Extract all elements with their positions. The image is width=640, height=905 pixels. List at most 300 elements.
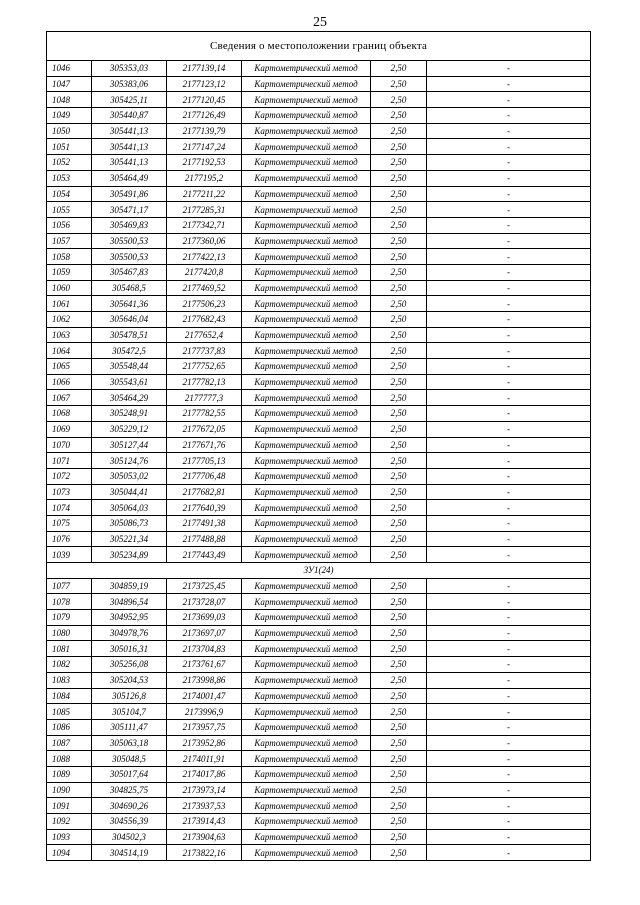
extra-cell: - <box>427 751 591 767</box>
extra-cell: - <box>427 814 591 830</box>
method-cell: Картометрический метод <box>242 547 371 563</box>
extra-cell: - <box>427 578 591 594</box>
method-cell: Картометрический метод <box>242 155 371 171</box>
extra-cell: - <box>427 500 591 516</box>
method-cell: Картометрический метод <box>242 186 371 202</box>
table-row <box>47 296 591 312</box>
coord-x-cell: 304896,54 <box>92 594 167 610</box>
coord-y-cell: 2173699,03 <box>167 610 242 626</box>
extra-cell: - <box>427 594 591 610</box>
extra-cell: - <box>427 233 591 249</box>
coord-x-cell: 305016,31 <box>92 641 167 657</box>
accuracy-cell: 2,50 <box>371 374 427 390</box>
method-cell: Картометрический метод <box>242 814 371 830</box>
extra-cell: - <box>427 688 591 704</box>
coord-x-cell: 305478,51 <box>92 327 167 343</box>
table-row <box>47 672 591 688</box>
coord-y-cell: 2177147,24 <box>167 139 242 155</box>
method-cell: Картометрический метод <box>242 327 371 343</box>
coord-x-cell: 304690,26 <box>92 798 167 814</box>
extra-cell: - <box>427 390 591 406</box>
table-row <box>47 625 591 641</box>
table-row <box>47 468 591 484</box>
point-number-cell: 1048 <box>47 92 92 108</box>
accuracy-cell: 2,50 <box>371 327 427 343</box>
extra-cell: - <box>427 76 591 92</box>
method-cell: Картометрический метод <box>242 421 371 437</box>
coord-x-cell: 305204,53 <box>92 672 167 688</box>
accuracy-cell: 2,50 <box>371 845 427 861</box>
coord-y-cell: 2177126,49 <box>167 108 242 124</box>
extra-cell: - <box>427 657 591 673</box>
table-row <box>47 719 591 735</box>
point-number-cell: 1060 <box>47 280 92 296</box>
coord-y-cell: 2177672,05 <box>167 421 242 437</box>
boundary-coordinates-table <box>46 31 591 861</box>
extra-cell: - <box>427 437 591 453</box>
point-number-cell: 1046 <box>47 61 92 77</box>
table-row <box>47 500 591 516</box>
method-cell: Картометрический метод <box>242 374 371 390</box>
point-number-cell: 1085 <box>47 704 92 720</box>
method-cell: Картометрический метод <box>242 468 371 484</box>
table-row <box>47 327 591 343</box>
extra-cell: - <box>427 327 591 343</box>
extra-cell: - <box>427 766 591 782</box>
coord-y-cell: 2174011,91 <box>167 751 242 767</box>
coord-y-cell: 2177706,48 <box>167 468 242 484</box>
accuracy-cell: 2,50 <box>371 249 427 265</box>
coord-y-cell: 2173822,16 <box>167 845 242 861</box>
coord-x-cell: 304514,19 <box>92 845 167 861</box>
table-row <box>47 798 591 814</box>
table-row <box>47 108 591 124</box>
method-cell: Картометрический метод <box>242 406 371 422</box>
method-cell: Картометрический метод <box>242 108 371 124</box>
coord-y-cell: 2177488,88 <box>167 531 242 547</box>
accuracy-cell: 2,50 <box>371 139 427 155</box>
table-row <box>47 641 591 657</box>
table-title: Сведения о местоположении границ объекта <box>47 32 591 61</box>
accuracy-cell: 2,50 <box>371 76 427 92</box>
method-cell: Картометрический метод <box>242 123 371 139</box>
method-cell: Картометрический метод <box>242 531 371 547</box>
accuracy-cell: 2,50 <box>371 421 427 437</box>
accuracy-cell: 2,50 <box>371 625 427 641</box>
extra-cell: - <box>427 374 591 390</box>
page-number: 25 <box>313 15 327 30</box>
table-row <box>47 186 591 202</box>
coord-x-cell: 305048,5 <box>92 751 167 767</box>
method-cell: Картометрический метод <box>242 217 371 233</box>
table-row <box>47 657 591 673</box>
point-number-cell: 1057 <box>47 233 92 249</box>
table-row <box>47 766 591 782</box>
point-number-cell: 1083 <box>47 672 92 688</box>
method-cell: Картометрический метод <box>242 312 371 328</box>
point-number-cell: 1054 <box>47 186 92 202</box>
coord-y-cell: 2177682,43 <box>167 312 242 328</box>
coord-y-cell: 2174001,47 <box>167 688 242 704</box>
accuracy-cell: 2,50 <box>371 359 427 375</box>
extra-cell: - <box>427 453 591 469</box>
accuracy-cell: 2,50 <box>371 61 427 77</box>
accuracy-cell: 2,50 <box>371 672 427 688</box>
table-row <box>47 704 591 720</box>
coord-x-cell: 305086,73 <box>92 515 167 531</box>
table-row <box>47 515 591 531</box>
point-number-cell: 1063 <box>47 327 92 343</box>
accuracy-cell: 2,50 <box>371 484 427 500</box>
extra-cell: - <box>427 312 591 328</box>
coord-x-cell: 305464,49 <box>92 170 167 186</box>
extra-cell: - <box>427 719 591 735</box>
extra-cell: - <box>427 515 591 531</box>
method-cell: Картометрический метод <box>242 484 371 500</box>
method-cell: Картометрический метод <box>242 688 371 704</box>
coord-y-cell: 2177211,22 <box>167 186 242 202</box>
coord-x-cell: 304978,76 <box>92 625 167 641</box>
accuracy-cell: 2,50 <box>371 688 427 704</box>
table-row <box>47 343 591 359</box>
coord-x-cell: 305425,11 <box>92 92 167 108</box>
coord-x-cell: 305124,76 <box>92 453 167 469</box>
method-cell: Картометрический метод <box>242 500 371 516</box>
point-number-cell: 1087 <box>47 735 92 751</box>
coord-y-cell: 2173904,63 <box>167 829 242 845</box>
coord-y-cell: 2177671,76 <box>167 437 242 453</box>
extra-cell: - <box>427 468 591 484</box>
coord-x-cell: 305548,44 <box>92 359 167 375</box>
point-number-cell: 1089 <box>47 766 92 782</box>
method-cell: Картометрический метод <box>242 766 371 782</box>
point-number-cell: 1093 <box>47 829 92 845</box>
coord-y-cell: 2177782,13 <box>167 374 242 390</box>
accuracy-cell: 2,50 <box>371 264 427 280</box>
coord-x-cell: 305500,53 <box>92 249 167 265</box>
coord-x-cell: 305469,83 <box>92 217 167 233</box>
coord-y-cell: 2177682,81 <box>167 484 242 500</box>
accuracy-cell: 2,50 <box>371 657 427 673</box>
extra-cell: - <box>427 359 591 375</box>
point-number-cell: 1067 <box>47 390 92 406</box>
coord-x-cell: 305441,13 <box>92 139 167 155</box>
table-row <box>47 374 591 390</box>
coord-y-cell: 2173914,43 <box>167 814 242 830</box>
point-number-cell: 1086 <box>47 719 92 735</box>
accuracy-cell: 2,50 <box>371 217 427 233</box>
coord-x-cell: 304825,75 <box>92 782 167 798</box>
coord-y-cell: 2177491,38 <box>167 515 242 531</box>
coord-x-cell: 305248,91 <box>92 406 167 422</box>
coord-y-cell: 2177752,65 <box>167 359 242 375</box>
coord-x-cell: 305491,86 <box>92 186 167 202</box>
extra-cell: - <box>427 249 591 265</box>
table-row <box>47 751 591 767</box>
coord-y-cell: 2173761,67 <box>167 657 242 673</box>
extra-cell: - <box>427 641 591 657</box>
extra-cell: - <box>427 92 591 108</box>
table-row <box>47 406 591 422</box>
coord-y-cell: 2177469,52 <box>167 280 242 296</box>
extra-cell: - <box>427 625 591 641</box>
section-row <box>47 563 591 579</box>
coord-y-cell: 2173728,07 <box>167 594 242 610</box>
method-cell: Картометрический метод <box>242 610 371 626</box>
accuracy-cell: 2,50 <box>371 751 427 767</box>
accuracy-cell: 2,50 <box>371 766 427 782</box>
extra-cell: - <box>427 406 591 422</box>
point-number-cell: 1069 <box>47 421 92 437</box>
point-number-cell: 1076 <box>47 531 92 547</box>
coord-x-cell: 305441,13 <box>92 123 167 139</box>
extra-cell: - <box>427 704 591 720</box>
coord-x-cell: 305064,03 <box>92 500 167 516</box>
extra-cell: - <box>427 531 591 547</box>
extra-cell: - <box>427 610 591 626</box>
accuracy-cell: 2,50 <box>371 547 427 563</box>
method-cell: Картометрический метод <box>242 343 371 359</box>
extra-cell: - <box>427 343 591 359</box>
coord-y-cell: 2177139,14 <box>167 61 242 77</box>
coord-x-cell: 305464,29 <box>92 390 167 406</box>
table-row <box>47 829 591 845</box>
accuracy-cell: 2,50 <box>371 500 427 516</box>
accuracy-cell: 2,50 <box>371 92 427 108</box>
extra-cell: - <box>427 202 591 218</box>
table-row <box>47 547 591 563</box>
accuracy-cell: 2,50 <box>371 515 427 531</box>
point-number-cell: 1039 <box>47 547 92 563</box>
table-row <box>47 123 591 139</box>
method-cell: Картометрический метод <box>242 704 371 720</box>
extra-cell: - <box>427 484 591 500</box>
coord-y-cell: 2177737,83 <box>167 343 242 359</box>
coord-y-cell: 2173704,83 <box>167 641 242 657</box>
method-cell: Картометрический метод <box>242 845 371 861</box>
method-cell: Картометрический метод <box>242 280 371 296</box>
accuracy-cell: 2,50 <box>371 170 427 186</box>
coord-y-cell: 2174017,86 <box>167 766 242 782</box>
coord-x-cell: 305221,34 <box>92 531 167 547</box>
accuracy-cell: 2,50 <box>371 123 427 139</box>
accuracy-cell: 2,50 <box>371 719 427 735</box>
accuracy-cell: 2,50 <box>371 312 427 328</box>
point-number-cell: 1049 <box>47 108 92 124</box>
coord-x-cell: 305126,8 <box>92 688 167 704</box>
extra-cell: - <box>427 186 591 202</box>
accuracy-cell: 2,50 <box>371 108 427 124</box>
coord-x-cell: 305256,08 <box>92 657 167 673</box>
extra-cell: - <box>427 264 591 280</box>
coord-x-cell: 304859,19 <box>92 578 167 594</box>
coord-y-cell: 2173937,53 <box>167 798 242 814</box>
method-cell: Картометрический метод <box>242 578 371 594</box>
table-row <box>47 170 591 186</box>
extra-cell: - <box>427 735 591 751</box>
extra-cell: - <box>427 782 591 798</box>
method-cell: Картометрический метод <box>242 437 371 453</box>
table-row <box>47 233 591 249</box>
method-cell: Картометрический метод <box>242 625 371 641</box>
accuracy-cell: 2,50 <box>371 829 427 845</box>
extra-cell: - <box>427 421 591 437</box>
method-cell: Картометрический метод <box>242 76 371 92</box>
point-number-cell: 1079 <box>47 610 92 626</box>
coord-x-cell: 304502,3 <box>92 829 167 845</box>
method-cell: Картометрический метод <box>242 782 371 798</box>
coord-x-cell: 305104,7 <box>92 704 167 720</box>
point-number-cell: 1047 <box>47 76 92 92</box>
accuracy-cell: 2,50 <box>371 641 427 657</box>
table-row <box>47 782 591 798</box>
coord-y-cell: 2173952,86 <box>167 735 242 751</box>
point-number-cell: 1051 <box>47 139 92 155</box>
method-cell: Картометрический метод <box>242 641 371 657</box>
method-cell: Картометрический метод <box>242 61 371 77</box>
method-cell: Картометрический метод <box>242 657 371 673</box>
point-number-cell: 1064 <box>47 343 92 359</box>
point-number-cell: 1075 <box>47 515 92 531</box>
method-cell: Картометрический метод <box>242 92 371 108</box>
extra-cell: - <box>427 829 591 845</box>
coord-x-cell: 304556,39 <box>92 814 167 830</box>
coord-y-cell: 2177360,06 <box>167 233 242 249</box>
accuracy-cell: 2,50 <box>371 468 427 484</box>
coord-y-cell: 2177422,13 <box>167 249 242 265</box>
coord-x-cell: 305472,5 <box>92 343 167 359</box>
point-number-cell: 1084 <box>47 688 92 704</box>
method-cell: Картометрический метод <box>242 672 371 688</box>
coord-y-cell: 2177777,3 <box>167 390 242 406</box>
accuracy-cell: 2,50 <box>371 343 427 359</box>
coord-x-cell: 305017,64 <box>92 766 167 782</box>
table-row <box>47 735 591 751</box>
point-number-cell: 1082 <box>47 657 92 673</box>
table-row <box>47 139 591 155</box>
point-number-cell: 1055 <box>47 202 92 218</box>
table-row <box>47 453 591 469</box>
point-number-cell: 1090 <box>47 782 92 798</box>
table-row <box>47 61 591 77</box>
point-number-cell: 1077 <box>47 578 92 594</box>
point-number-cell: 1061 <box>47 296 92 312</box>
accuracy-cell: 2,50 <box>371 814 427 830</box>
method-cell: Картометрический метод <box>242 719 371 735</box>
point-number-cell: 1073 <box>47 484 92 500</box>
table-row <box>47 484 591 500</box>
table-row <box>47 845 591 861</box>
extra-cell: - <box>427 170 591 186</box>
extra-cell: - <box>427 672 591 688</box>
coord-x-cell: 305111,47 <box>92 719 167 735</box>
point-number-cell: 1091 <box>47 798 92 814</box>
coord-x-cell: 305440,87 <box>92 108 167 124</box>
coord-y-cell: 2177705,13 <box>167 453 242 469</box>
coord-x-cell: 305500,53 <box>92 233 167 249</box>
table-row <box>47 437 591 453</box>
point-number-cell: 1053 <box>47 170 92 186</box>
coord-x-cell: 305053,02 <box>92 468 167 484</box>
coord-x-cell: 305468,5 <box>92 280 167 296</box>
coord-x-cell: 305543,61 <box>92 374 167 390</box>
method-cell: Картометрический метод <box>242 453 371 469</box>
table-row <box>47 359 591 375</box>
method-cell: Картометрический метод <box>242 296 371 312</box>
coord-y-cell: 2173957,75 <box>167 719 242 735</box>
accuracy-cell: 2,50 <box>371 453 427 469</box>
method-cell: Картометрический метод <box>242 139 371 155</box>
coord-x-cell: 304952,95 <box>92 610 167 626</box>
coord-y-cell: 2177652,4 <box>167 327 242 343</box>
accuracy-cell: 2,50 <box>371 782 427 798</box>
accuracy-cell: 2,50 <box>371 578 427 594</box>
coord-y-cell: 2177123,12 <box>167 76 242 92</box>
point-number-cell: 1050 <box>47 123 92 139</box>
accuracy-cell: 2,50 <box>371 390 427 406</box>
coord-x-cell: 305127,44 <box>92 437 167 453</box>
extra-cell: - <box>427 61 591 77</box>
table-row <box>47 312 591 328</box>
extra-cell: - <box>427 845 591 861</box>
table-row <box>47 390 591 406</box>
section-label: ЗУ1(24) <box>47 563 591 579</box>
point-number-cell: 1066 <box>47 374 92 390</box>
accuracy-cell: 2,50 <box>371 735 427 751</box>
extra-cell: - <box>427 280 591 296</box>
accuracy-cell: 2,50 <box>371 406 427 422</box>
accuracy-cell: 2,50 <box>371 594 427 610</box>
point-number-cell: 1065 <box>47 359 92 375</box>
table-title-row <box>47 32 591 61</box>
accuracy-cell: 2,50 <box>371 296 427 312</box>
extra-cell: - <box>427 547 591 563</box>
table-row <box>47 610 591 626</box>
coord-y-cell: 2173996,9 <box>167 704 242 720</box>
method-cell: Картометрический метод <box>242 735 371 751</box>
extra-cell: - <box>427 155 591 171</box>
coord-x-cell: 305641,36 <box>92 296 167 312</box>
accuracy-cell: 2,50 <box>371 437 427 453</box>
method-cell: Картометрический метод <box>242 249 371 265</box>
coord-y-cell: 2177782,55 <box>167 406 242 422</box>
point-number-cell: 1078 <box>47 594 92 610</box>
coord-x-cell: 305441,13 <box>92 155 167 171</box>
coord-y-cell: 2177192,53 <box>167 155 242 171</box>
coord-x-cell: 305063,18 <box>92 735 167 751</box>
accuracy-cell: 2,50 <box>371 202 427 218</box>
accuracy-cell: 2,50 <box>371 610 427 626</box>
extra-cell: - <box>427 139 591 155</box>
extra-cell: - <box>427 108 591 124</box>
point-number-cell: 1059 <box>47 264 92 280</box>
coord-y-cell: 2177342,71 <box>167 217 242 233</box>
coord-x-cell: 305471,17 <box>92 202 167 218</box>
table-row <box>47 76 591 92</box>
table-row <box>47 280 591 296</box>
method-cell: Картометрический метод <box>242 170 371 186</box>
coord-x-cell: 305467,83 <box>92 264 167 280</box>
accuracy-cell: 2,50 <box>371 186 427 202</box>
method-cell: Картометрический метод <box>242 798 371 814</box>
table-row <box>47 249 591 265</box>
table-row <box>47 594 591 610</box>
extra-cell: - <box>427 798 591 814</box>
extra-cell: - <box>427 296 591 312</box>
accuracy-cell: 2,50 <box>371 233 427 249</box>
coord-y-cell: 2177285,31 <box>167 202 242 218</box>
point-number-cell: 1072 <box>47 468 92 484</box>
